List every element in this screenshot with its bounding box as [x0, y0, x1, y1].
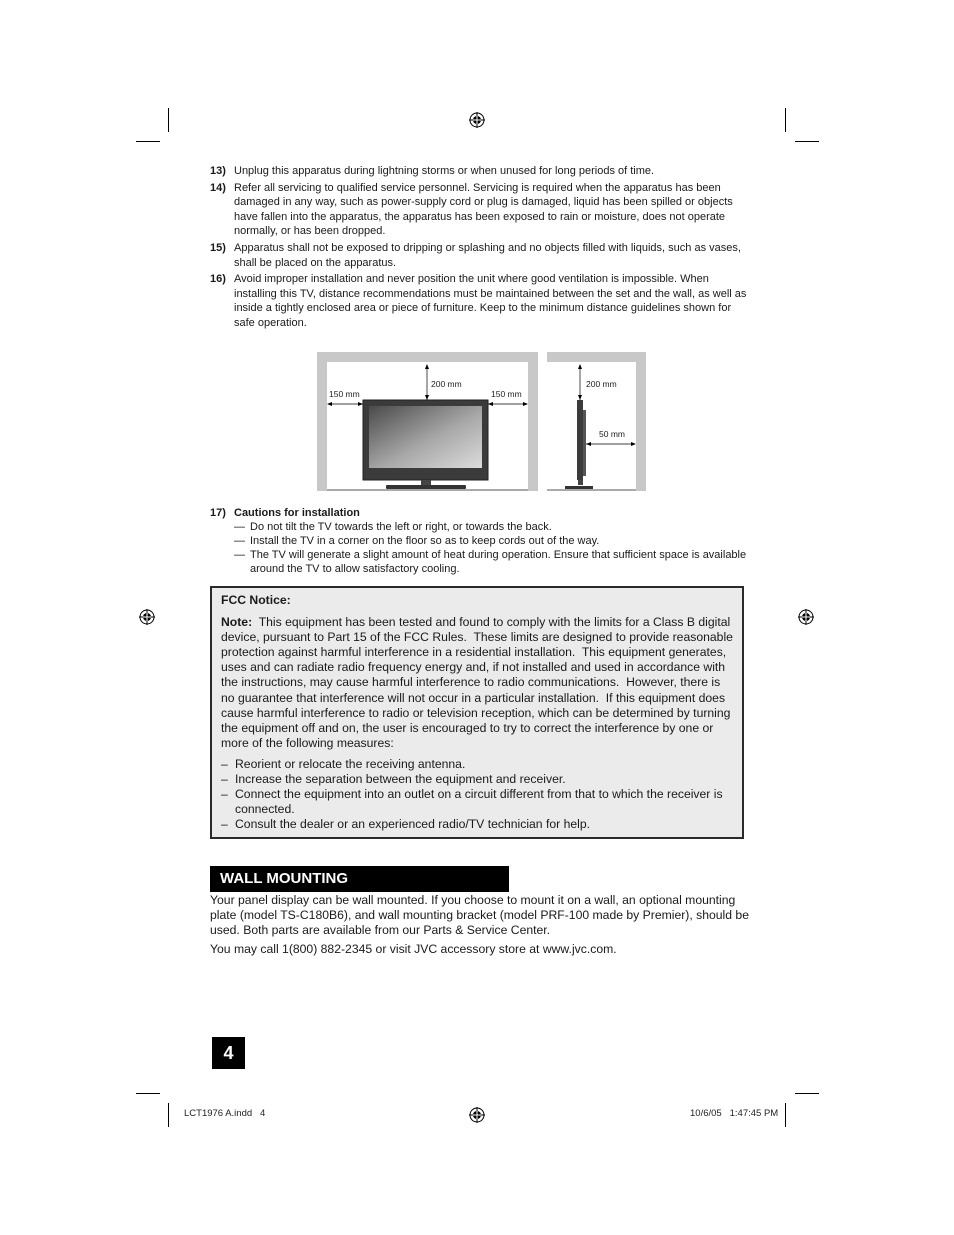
fcc-notice-box	[210, 586, 744, 839]
wall-mounting-paragraph: Your panel display can be wall mounted. If you choose to mount it on a wall, an optional mounting plate (model TS-C180B6), and wall mounting bracket (model PRF-100 made by Premier), should be used. Both parts are available from our Parts & Service Center.	[210, 893, 749, 937]
item-number: 14)	[210, 181, 226, 194]
crop-mark	[785, 108, 786, 132]
fcc-measure: Consult the dealer or an experienced radio/TV technician for help.	[235, 817, 591, 832]
fcc-note-label: Note:	[221, 615, 253, 630]
cautions-heading	[210, 506, 750, 520]
dash: —	[234, 535, 245, 547]
item-number: 13)	[210, 165, 226, 177]
list-item	[221, 787, 733, 817]
item-text: Apparatus shall not be exposed to dripping or splashing and no objects filled with liquids, such as vases, shall be placed on the apparatus.	[234, 241, 741, 269]
list-item	[221, 757, 733, 772]
item-text: Unplug this apparatus during lightning storms or when unused for long periods of time.	[234, 165, 655, 177]
registration-mark-icon	[139, 609, 155, 625]
wall-mounting-body	[210, 893, 750, 961]
crop-mark	[168, 1103, 169, 1127]
front-left-clearance-label: 150 mm	[329, 389, 360, 399]
crop-mark	[795, 1093, 819, 1094]
list-item	[210, 164, 750, 179]
fcc-measure: Connect the equipment into an outlet on a circuit different from that to which the receiver is connected.	[235, 787, 723, 817]
dash: —	[234, 549, 245, 561]
side-top-clearance-label: 200 mm	[586, 379, 617, 389]
front-view	[317, 352, 538, 491]
list-item	[221, 772, 733, 787]
registration-mark-icon	[469, 1107, 485, 1123]
crop-mark	[785, 1103, 786, 1127]
item-text: Avoid improper installation and never position the unit where good ventilation is impossible. When installing this TV, distance recommendations must be maintained between the set and the wall, as well as inside a tightly enclosed area or piece of furniture. Keep to the minimum distance guidelines shown for safe operation.	[234, 273, 747, 329]
item-number: 16)	[210, 273, 226, 286]
wall-mounting-contact: You may call 1(800) 882-2345 or visit JVC accessory store at www.jvc.com.	[210, 942, 617, 956]
side-view	[547, 352, 646, 491]
crop-mark	[136, 1093, 160, 1094]
fcc-measure: Increase the separation between the equipment and receiver.	[235, 772, 566, 787]
list-item	[210, 534, 750, 548]
registration-mark-icon	[798, 609, 814, 625]
dash: –	[221, 772, 228, 787]
wall-mounting-heading: WALL MOUNTING	[210, 866, 509, 892]
fcc-measure: Reorient or relocate the receiving antenna.	[235, 756, 466, 771]
dash: –	[221, 756, 228, 771]
caution-text: Install the TV in a corner on the floor so as to keep cords out of the way.	[250, 535, 600, 547]
list-item	[210, 272, 750, 330]
item-number: 17)	[210, 507, 226, 519]
front-right-clearance-label: 150 mm	[491, 389, 522, 399]
crop-mark	[795, 141, 819, 142]
dash: –	[221, 787, 228, 802]
dash: –	[221, 817, 228, 832]
page-number: 4	[212, 1037, 245, 1069]
caution-text: Do not tilt the TV towards the left or right, or towards the back.	[250, 521, 552, 533]
list-item	[210, 181, 750, 239]
clearance-diagram	[316, 352, 648, 494]
side-back-clearance-label: 50 mm	[599, 429, 625, 439]
list-item	[210, 548, 750, 576]
safety-instructions-list	[210, 164, 750, 333]
front-top-clearance-label: 200 mm	[431, 379, 462, 389]
cautions-section	[210, 506, 750, 576]
fcc-title: FCC Notice:	[221, 593, 291, 607]
item-number: 15)	[210, 241, 226, 254]
caution-text: The TV will generate a slight amount of heat during operation. Ensure that sufficient space is available around the TV to allow satisfactory cooling.	[250, 549, 747, 575]
crop-mark	[136, 141, 160, 142]
cautions-title: Cautions for installation	[234, 507, 360, 519]
footer-timestamp: 10/6/05 1:47:45 PM	[690, 1108, 779, 1119]
fcc-note-text: This equipment has been tested and found to comply with the limits for a Class B digital device, pursuant to Part 15 of the FCC Rules. These limits are designed to provide reasonable protection against harmful interference in a residential installation. This equipment generates, uses and can radiate radio frequency energy and, if not installed and used in accordance with the instructions, may cause harmful interference to radio communications. However, there is no guarantee that interference will not occur in a particular installation. If this equipment does cause harmful interference to radio or television reception, which can be determined by turning the equipment off and on, the user is encouraged to try to correct the interference by one or more of the following measures:	[221, 615, 737, 750]
crop-mark	[168, 108, 169, 132]
item-text: Refer all servicing to qualified service personnel. Servicing is required when the apparatus has been damaged in any way, such as power-supply cord or plug is damaged, liquid has been spilled or objects have fallen into the apparatus, the apparatus has been exposed to rain or moisture, does not operate normally, or has been dropped.	[234, 181, 733, 238]
list-item	[210, 520, 750, 534]
list-item	[210, 241, 750, 270]
dash: —	[234, 521, 245, 533]
fcc-note	[221, 615, 737, 751]
footer-file-name: LCT1976 A.indd 4	[184, 1108, 266, 1119]
list-item	[221, 817, 733, 832]
registration-mark-icon	[469, 112, 485, 128]
